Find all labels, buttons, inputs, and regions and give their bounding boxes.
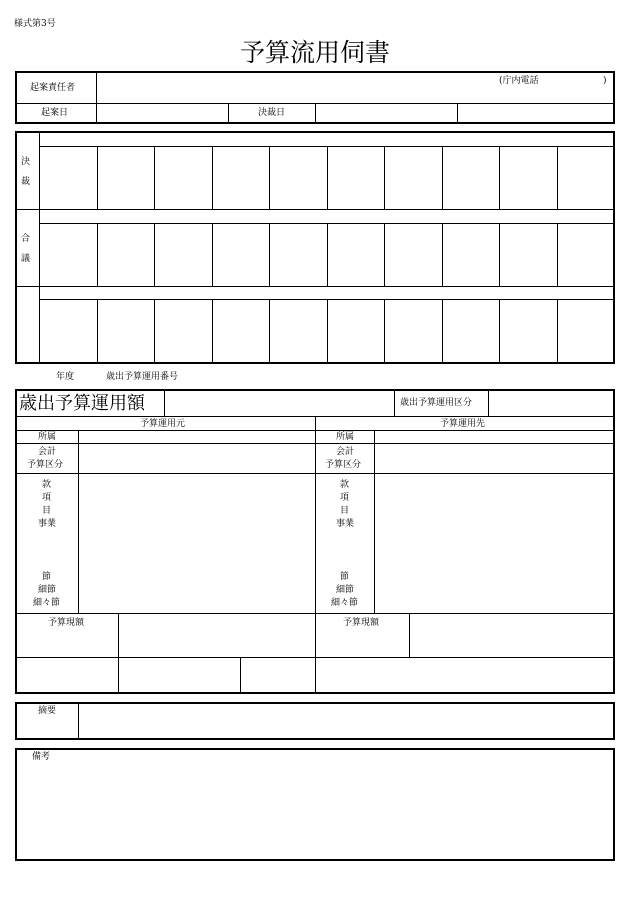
phone-field[interactable] — [548, 74, 602, 88]
grid-line — [327, 223, 328, 286]
grid-line — [557, 299, 558, 362]
consult-stamp-cell[interactable] — [558, 224, 614, 285]
grid-line — [557, 146, 558, 209]
decision-stamp-cell[interactable] — [155, 147, 211, 208]
grid-line — [499, 299, 500, 362]
decision-stamp-cell[interactable] — [213, 147, 269, 208]
decision-date-field[interactable] — [317, 105, 456, 122]
grid-line — [154, 146, 155, 209]
consult-stamp-cell[interactable] — [155, 224, 211, 285]
source-setsu-label: 節 — [42, 572, 52, 582]
grid-line — [499, 146, 500, 209]
grid-line — [212, 223, 213, 286]
grid-line — [97, 223, 98, 286]
draft-date-field[interactable] — [98, 105, 227, 122]
bottom-cell-1[interactable] — [17, 658, 117, 692]
grid-line — [327, 146, 328, 209]
consult-stamp-cell[interactable] — [500, 224, 556, 285]
extra-stamp-cell[interactable] — [558, 300, 614, 361]
grid-line — [384, 146, 385, 209]
source-items-field[interactable] — [80, 474, 314, 612]
bottom-cell-4[interactable] — [317, 658, 612, 692]
budget-category-label: 歳出予算運用区分 — [400, 398, 473, 408]
summary-label: 摘要 — [38, 706, 57, 716]
page-title: 予算流用伺書 — [239, 38, 390, 67]
dest-kou-label: 項 — [340, 493, 350, 503]
dest-saisaisetsu-label: 細々節 — [331, 598, 359, 608]
dest-moku-label: 目 — [340, 506, 350, 516]
phone-label: (庁内電話 — [499, 76, 539, 86]
grid-line — [327, 299, 328, 362]
extra-stamp-cell[interactable] — [270, 300, 326, 361]
form-number: 様式第3号 — [14, 19, 56, 29]
consult-stamp-cell[interactable] — [213, 224, 269, 285]
dest-accounting-field[interactable] — [376, 444, 612, 472]
dest-setsu-label: 節 — [340, 572, 350, 582]
decision-date-extra-field[interactable] — [459, 105, 612, 122]
decision-stamp-cell[interactable] — [98, 147, 154, 208]
dest-affiliation-label: 所属 — [336, 432, 355, 442]
grid-line — [97, 146, 98, 209]
grid-line — [384, 299, 385, 362]
extra-stamp-cell[interactable] — [385, 300, 441, 361]
extra-stamp-cell[interactable] — [213, 300, 269, 361]
extra-stamp-cell[interactable] — [443, 300, 499, 361]
grid-line — [212, 146, 213, 209]
source-kou-label: 項 — [42, 493, 52, 503]
phone-close: ) — [603, 76, 607, 86]
dest-items-field[interactable] — [376, 474, 612, 612]
dest-jigyou-label: 事業 — [336, 519, 355, 529]
grid-line — [269, 146, 270, 209]
consult-label-1: 合 — [21, 234, 31, 244]
grid-line — [212, 299, 213, 362]
fiscal-year-label: 年度 — [56, 372, 75, 382]
decision-label-2: 裁 — [21, 177, 31, 187]
consult-label-2: 議 — [21, 254, 31, 264]
source-budget-division-label: 予算区分 — [27, 460, 64, 470]
responsible-field[interactable] — [98, 73, 498, 102]
draft-date-label: 起案日 — [41, 108, 69, 118]
decision-label-1: 決 — [21, 157, 31, 167]
remarks-label: 備考 — [32, 752, 51, 762]
source-kan-label: 款 — [42, 480, 52, 490]
source-saisaisetsu-label: 細々節 — [33, 598, 61, 608]
decision-date-label: 決裁日 — [258, 108, 286, 118]
consult-stamp-cell[interactable] — [385, 224, 441, 285]
decision-stamp-cell[interactable] — [328, 147, 384, 208]
source-current-amount-field[interactable] — [120, 614, 314, 656]
consult-stamp-cell[interactable] — [270, 224, 326, 285]
grid-line — [97, 299, 98, 362]
source-jigyou-label: 事業 — [38, 519, 57, 529]
extra-stamp-cell[interactable] — [40, 300, 96, 361]
dest-kan-label: 款 — [340, 480, 350, 490]
remarks-field[interactable] — [17, 765, 612, 858]
source-header: 予算運用元 — [140, 419, 186, 429]
consult-stamp-cell[interactable] — [443, 224, 499, 285]
extra-stamp-cell[interactable] — [500, 300, 556, 361]
decision-stamp-cell[interactable] — [270, 147, 326, 208]
grid-line — [442, 146, 443, 209]
grid-line — [499, 223, 500, 286]
grid-line — [384, 223, 385, 286]
extra-stamp-cell[interactable] — [328, 300, 384, 361]
decision-stamp-cell[interactable] — [385, 147, 441, 208]
budget-category-field[interactable] — [490, 391, 612, 415]
grid-line — [154, 223, 155, 286]
consult-stamp-cell[interactable] — [40, 224, 96, 285]
grid-line — [269, 223, 270, 286]
extra-stamp-cell[interactable] — [155, 300, 211, 361]
dest-saisetsu-label: 細節 — [336, 585, 355, 595]
dest-current-amount-field[interactable] — [411, 614, 612, 656]
summary-field[interactable] — [80, 704, 612, 738]
dest-current-amount-label: 予算現額 — [343, 618, 380, 628]
budget-title: 歳出予算運用額 — [19, 393, 145, 414]
dest-accounting-label: 会計 — [336, 447, 355, 457]
extra-stamp-cell[interactable] — [98, 300, 154, 361]
dest-budget-division-label: 予算区分 — [325, 460, 362, 470]
grid-line — [269, 299, 270, 362]
decision-stamp-cell[interactable] — [558, 147, 614, 208]
source-saisetsu-label: 細節 — [38, 585, 57, 595]
source-current-amount-label: 予算現額 — [48, 618, 85, 628]
decision-stamp-cell[interactable] — [40, 147, 96, 208]
budget-operation-number-label: 歳出予算運用番号 — [106, 372, 179, 382]
source-accounting-field[interactable] — [80, 444, 314, 472]
consult-stamp-cell[interactable] — [328, 224, 384, 285]
decision-stamp-cell[interactable] — [443, 147, 499, 208]
grid-line — [442, 223, 443, 286]
grid-line — [154, 299, 155, 362]
consult-stamp-cell[interactable] — [98, 224, 154, 285]
budget-amount-field[interactable] — [166, 391, 393, 415]
dest-affiliation-field[interactable] — [376, 431, 612, 442]
responsible-label: 起案責任者 — [30, 83, 76, 93]
source-affiliation-label: 所属 — [38, 432, 57, 442]
decision-stamp-cell[interactable] — [500, 147, 556, 208]
grid-line — [557, 223, 558, 286]
dest-header: 予算運用先 — [440, 419, 486, 429]
bottom-cell-3[interactable] — [242, 658, 314, 692]
source-accounting-label: 会計 — [38, 447, 57, 457]
source-affiliation-field[interactable] — [80, 431, 314, 442]
source-moku-label: 目 — [42, 506, 52, 516]
grid-line — [442, 299, 443, 362]
bottom-cell-2[interactable] — [120, 658, 239, 692]
